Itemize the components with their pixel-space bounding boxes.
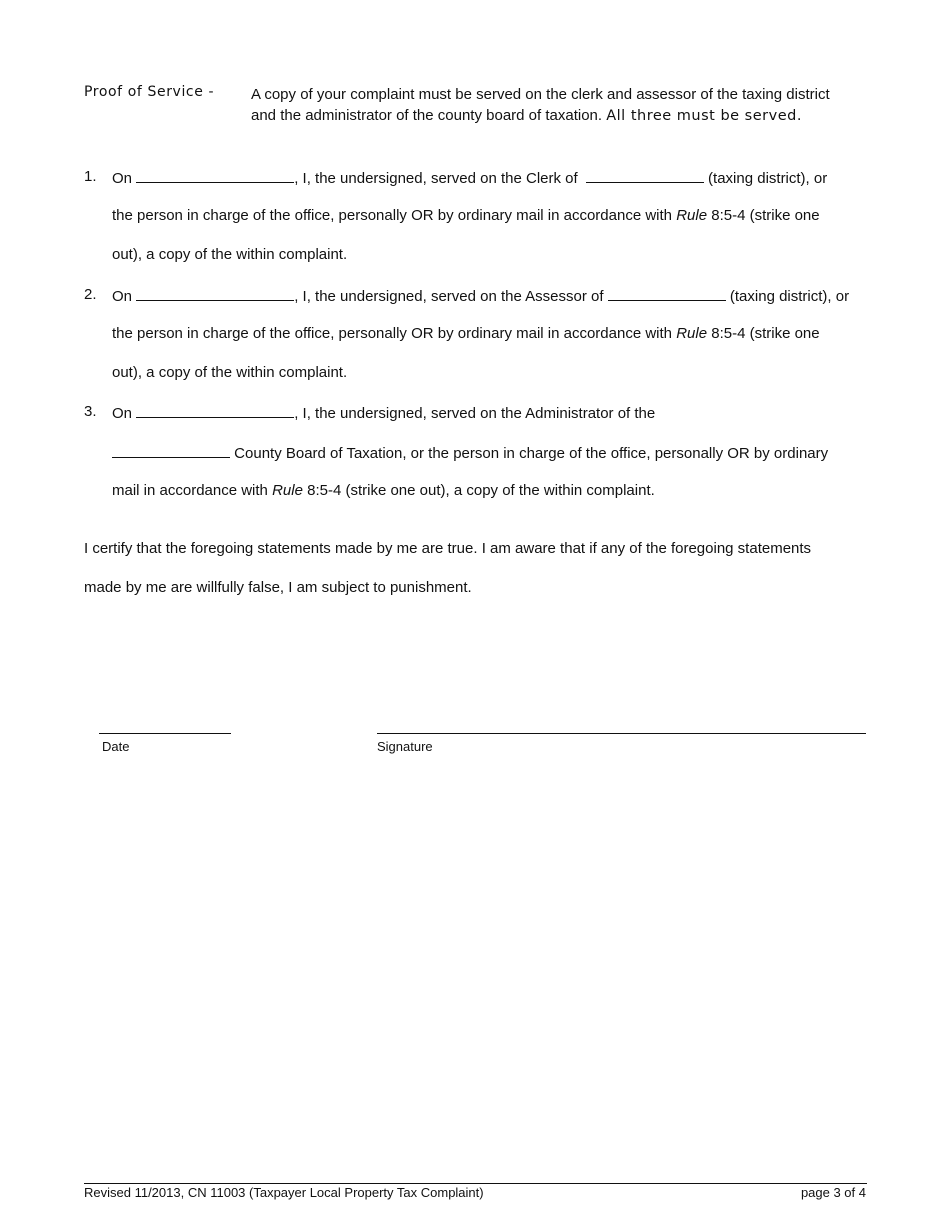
proof-of-service-instructions [251,84,830,127]
item-3-served-text: , I, the undersigned, served on the Administrator of the [294,405,656,422]
date-label: Date [102,739,130,754]
item-3-line-2 [112,443,828,462]
item-2-number: 2. [84,286,97,303]
certification-line-2: made by me are willfully false, I am subject to punishment. [84,579,472,596]
instructions-emphasis: All three must be served. [606,108,802,124]
footer-page-number: page 3 of 4 [800,1185,866,1200]
item-3-date-field[interactable] [136,403,294,418]
instructions-line-2 [251,105,830,127]
item-1-taxing-district-text: (taxing district), or [708,170,828,187]
footer-divider [84,1183,867,1184]
item-1-line-3: out), a copy of the within complaint. [112,246,348,263]
item-1-line-1 [112,168,827,187]
item-2-line-1 [112,286,849,305]
item-1-on: On [112,170,133,187]
item-3-mail-text: mail in accordance with [112,482,268,499]
signature-label: Signature [377,739,433,754]
item-1-number: 1. [84,168,97,185]
item-2-served-text: , I, the undersigned, served on the Assessor of [294,288,604,305]
instructions-line-1: A copy of your complaint must be served on the clerk and assessor of the taxing district [251,86,830,103]
item-2-on: On [112,288,133,305]
item-2-rule: Rule [676,325,708,342]
item-2-line-2 [112,325,820,342]
instructions-line-2-text: and the administrator of the county board of taxation. [251,107,603,124]
item-3-on: On [112,405,133,422]
item-2-taxing-district-text: (taxing district), or [729,288,850,305]
signature-field[interactable] [377,733,866,734]
item-3-rule: Rule [272,482,303,499]
item-1-rule-number: 8:5-4 (strike one [711,207,820,224]
item-3-number: 3. [84,403,97,420]
item-2-rule-number: 8:5-4 (strike one [711,325,820,342]
item-3-line-1 [112,403,655,422]
item-3-rule-number: 8:5-4 (strike one out), a copy of the within complaint. [307,482,655,499]
item-3-line-3 [112,482,655,499]
item-1-rule: Rule [676,207,708,224]
item-2-date-field[interactable] [136,286,294,301]
item-2-mail-text: the person in charge of the office, personally OR by ordinary mail in accordance with [112,325,673,342]
item-2-assessor-district-field[interactable] [608,286,726,301]
item-1-date-field[interactable] [136,168,294,183]
item-1-clerk-district-field[interactable] [586,168,704,183]
item-3-county-board-text: County Board of Taxation, or the person in charge of the office, personally OR by ordinary [234,445,829,462]
date-signature-field[interactable] [99,733,231,734]
proof-of-service-label: Proof of Service - [84,84,215,100]
item-1-served-text: , I, the undersigned, served on the Clerk of [294,170,578,187]
certification-line-1: I certify that the foregoing statements made by me are true. I am aware that if any of the foregoing statements [84,540,812,557]
item-1-line-2 [112,207,820,224]
item-3-county-field[interactable] [112,443,230,458]
item-2-line-3: out), a copy of the within complaint. [112,364,348,381]
footer-revision: Revised 11/2013, CN 11003 (Taxpayer Local Property Tax Complaint) [84,1185,484,1200]
item-1-mail-text: the person in charge of the office, personally OR by ordinary mail in accordance with [112,207,673,224]
